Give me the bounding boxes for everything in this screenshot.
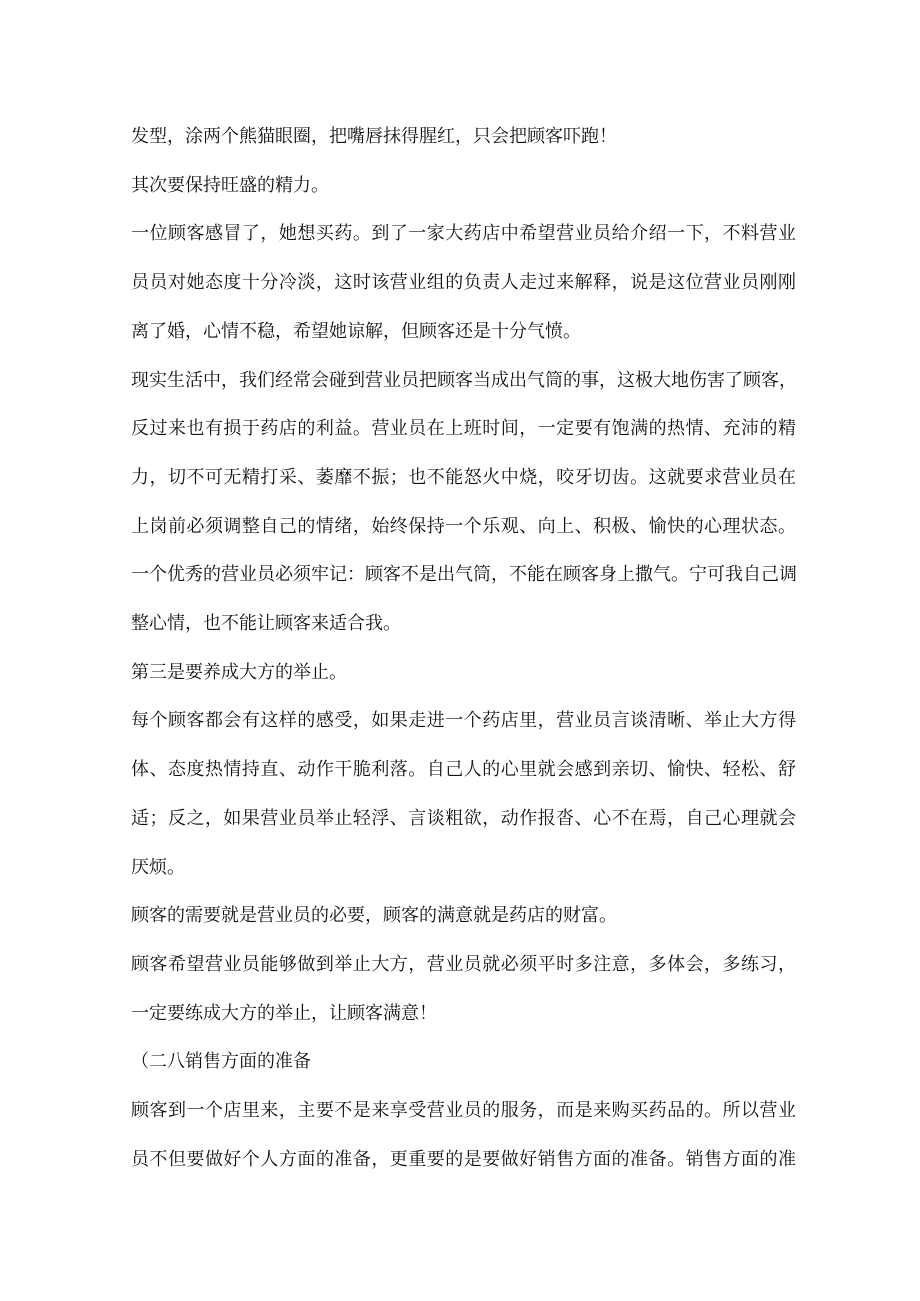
section-heading: （二八销售方面的准备	[131, 1051, 311, 1073]
text-line: 整心情，也不能让顾客来适合我。	[131, 613, 401, 635]
text-line: 一位顾客感冒了，她想买药。到了一家大药店中希望营业员给介绍一下，不料营业	[131, 223, 796, 245]
text-line: 一定要练成大方的举止，让顾客满意！	[131, 1002, 437, 1024]
text-line: 离了婚，心情不稳，希望她谅解，但顾客还是十分气愤。	[131, 320, 581, 342]
body-text	[131, 113, 796, 1184]
text-line: 反过来也有损于药店的利益。营业员在上班时间，一定要有饱满的热情、充沛的精	[131, 418, 796, 440]
text-line: 体、态度热情持直、动作干脆利落。自己人的心里就会感到亲切、愉快、轻松、舒	[131, 759, 796, 781]
text-line: 每个顾客都会有这样的感受，如果走进一个药店里，营业员言谈清晰、举止大方得	[131, 710, 796, 732]
text-line: 其次要保持旺盛的精力。	[131, 174, 329, 196]
text-line: 厌烦。	[131, 856, 185, 878]
text-line: 发型，涂两个熊猫眼圈，把嘴唇抹得腥红，只会把顾客吓跑！	[131, 126, 617, 147]
text-line: 顾客的需要就是营业员的必要，顾客的满意就是药店的财富。	[131, 905, 617, 927]
text-line: 员不但要做好个人方面的准备，更重要的是要做好销售方面的准备。销售方面的准	[131, 1148, 796, 1170]
text-line: 一个优秀的营业员必须牢记：顾客不是出气筒，不能在顾客身上撒气。宁可我自己调	[131, 564, 797, 586]
text-line: 第三是要养成大方的举止。	[131, 661, 347, 683]
text-line: 上岗前必须调整自己的情绪，始终保持一个乐观、向上、积极、愉快的心理状态。	[131, 515, 796, 537]
text-line: 员员对她态度十分冷淡，这时该营业组的负责人走过来解释，说是这位营业员刚刚	[131, 272, 796, 294]
text-line: 顾客到一个店里来，主要不是来享受营业员的服务，而是来购买药品的。所以营业	[131, 1100, 796, 1122]
text-line: 顾客希望营业员能够做到举止大方，营业员就必须平时多注意，多体会，多练习，	[131, 953, 796, 975]
text-line: 适；反之，如果营业员举止轻浮、言谈粗欲，动作报沓、心不在焉，自己心理就会	[131, 807, 796, 829]
text-line: 力，切不可无精打采、萎靡不振；也不能怒火中烧，咬牙切齿。这就要求营业员在	[131, 466, 796, 488]
text-line: 现实生活中，我们经常会碰到营业员把顾客当成出气筒的事，这极大地伤害了顾客，	[131, 369, 797, 391]
